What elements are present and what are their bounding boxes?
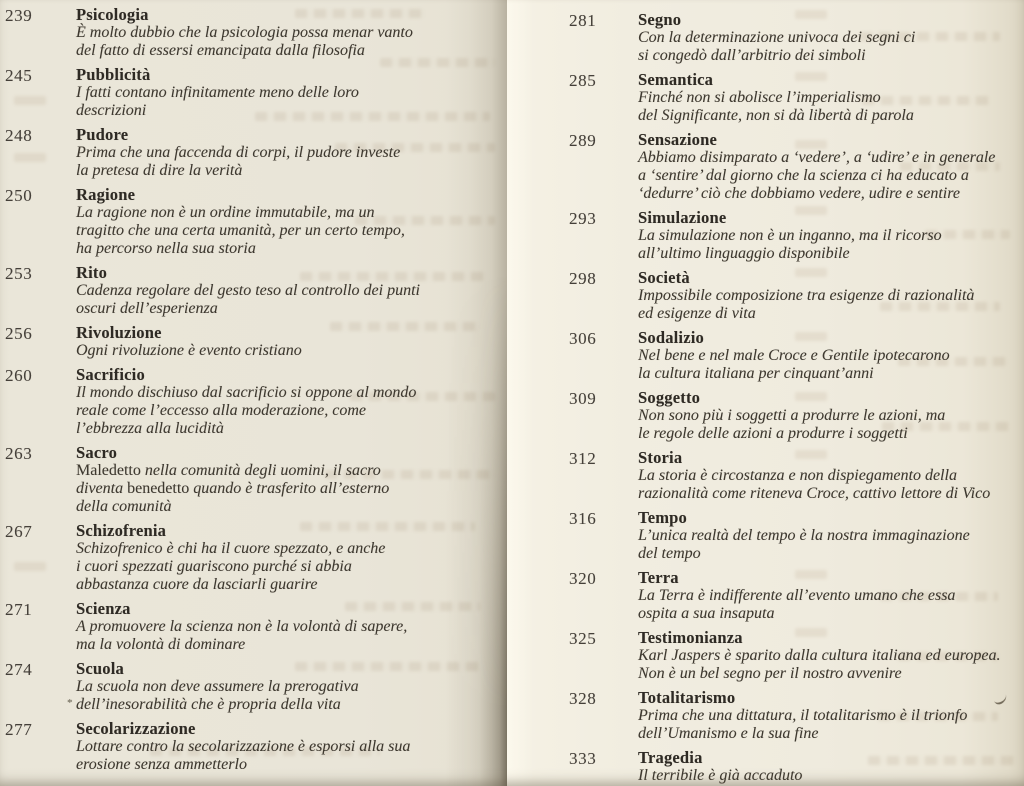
description-segment: Finché non si abolisce l’imperialismo	[638, 89, 881, 106]
description-segment: descrizioni	[76, 102, 147, 119]
entry-body	[638, 449, 1024, 503]
entry-description-line	[76, 576, 507, 594]
entry-description-line	[638, 347, 1024, 365]
entry-page-number: 333	[569, 749, 597, 768]
entry-body	[638, 629, 1024, 683]
entry-description-line	[76, 342, 507, 360]
toc-entry	[5, 126, 507, 180]
entry-term: Simulazione	[638, 208, 727, 227]
left-page	[0, 0, 507, 786]
entry-term: Schizofrenia	[76, 521, 167, 540]
description-segment: Non è un bel segno per il nostro avvenire	[638, 665, 902, 682]
description-segment: quando è trasferito all’esterno	[193, 480, 390, 497]
toc-entry	[5, 444, 507, 516]
entry-description-line	[638, 767, 1024, 785]
description-segment: dell’Umanismo e la sua fine	[638, 725, 819, 742]
description-segment: ma la volontà di dominare	[76, 636, 246, 653]
entry-description-line	[76, 402, 507, 420]
entry-description-line	[638, 305, 1024, 323]
entry-term: Società	[638, 268, 690, 287]
entry-page-number: 260	[5, 366, 33, 385]
toc-entry	[5, 522, 507, 594]
entry-description-line	[638, 665, 1024, 683]
entry-description-line	[76, 204, 507, 222]
description-segment: nella comunità degli uomini, il sacro	[144, 462, 381, 479]
entry-description-line	[76, 678, 507, 696]
entry-description-line	[638, 185, 1024, 203]
description-segment: del Significante, non si dà libertà di parola	[638, 107, 914, 124]
entry-body	[638, 389, 1024, 443]
toc-entry	[5, 600, 507, 654]
description-segment: Il mondo dischiuso dal sacrificio si oppone al mondo	[76, 384, 417, 401]
entry-page-number: 256	[5, 324, 33, 343]
description-segment: erosione senza ammetterlo	[76, 756, 247, 773]
entry-term: Storia	[638, 448, 683, 467]
description-segment: Prima che una faccenda di corpi, il pudore investe	[76, 144, 401, 161]
entry-page-number: 248	[5, 126, 33, 145]
description-segment: Abbiamo disimparato a ‘vedere’, a ‘udire’ e in generale	[638, 149, 996, 166]
description-segment: della comunità	[76, 498, 172, 515]
description-segment: la pretesa di dire la verità	[76, 162, 243, 179]
entry-page-number: 293	[569, 209, 597, 228]
entry-term: Pubblicità	[76, 65, 151, 84]
entry-term: Tempo	[638, 508, 687, 527]
description-segment: La ragione non è un ordine immutabile, ma un	[76, 204, 375, 221]
entry-description-line	[76, 738, 507, 756]
entry-description-line	[638, 287, 1024, 305]
entry-page-number: 309	[569, 389, 597, 408]
entry-description-line	[638, 365, 1024, 383]
entry-term: Pudore	[76, 125, 129, 144]
entry-page-number: 253	[5, 264, 33, 283]
entry-description-line	[76, 144, 507, 162]
entry-page-number: 285	[569, 71, 597, 90]
entry-page-number: 328	[569, 689, 597, 708]
entry-term: Secolarizzazione	[76, 719, 196, 738]
entry-body	[76, 324, 507, 360]
toc-entry	[5, 660, 507, 714]
entry-description-line	[76, 84, 507, 102]
entry-body	[638, 509, 1024, 563]
entry-description-line	[76, 42, 507, 60]
entry-page-number: 271	[5, 600, 33, 619]
description-segment: A promuovere la scienza non è la volontà di sapere,	[76, 618, 408, 635]
description-segment: le regole delle azioni a produrre i soggetti	[638, 425, 908, 442]
entry-body	[76, 522, 507, 594]
entry-page-number: 289	[569, 131, 597, 150]
entry-body	[76, 720, 507, 774]
description-segment: La scuola non deve assumere la prerogativa	[76, 678, 359, 695]
entry-description-line	[76, 222, 507, 240]
entry-body	[76, 66, 507, 120]
description-segment: si congedò dall’arbitrio dei simboli	[638, 47, 866, 64]
toc-entry	[569, 329, 1024, 383]
entry-page-number: 316	[569, 509, 597, 528]
entry-term: Ragione	[76, 185, 136, 204]
entry-description-line	[76, 540, 507, 558]
entry-body	[638, 569, 1024, 623]
entry-page-number: 250	[5, 186, 33, 205]
entry-description-line	[67, 696, 507, 714]
description-segment: benedetto	[127, 480, 194, 497]
entry-description-line	[638, 149, 1024, 167]
entry-description-line	[638, 89, 1024, 107]
entry-term: Scuola	[76, 659, 124, 678]
entry-description-line	[638, 407, 1024, 425]
entry-term: Totalitarismo	[638, 688, 736, 707]
entry-description-line	[638, 467, 1024, 485]
toc-entry	[5, 324, 507, 360]
entry-description-line	[638, 707, 1024, 725]
entry-body	[638, 71, 1024, 125]
entry-page-number: 298	[569, 269, 597, 288]
description-segment: diventa	[76, 480, 128, 497]
entry-body	[76, 6, 507, 60]
entry-term: Soggetto	[638, 388, 701, 407]
entry-description-line	[638, 725, 1024, 743]
description-segment: Schizofrenico è chi ha il cuore spezzato, e anche	[76, 540, 386, 557]
entry-description-line	[638, 245, 1024, 263]
toc-entry	[569, 509, 1024, 563]
description-segment: L’unica realtà del tempo è la nostra immaginazione	[638, 527, 970, 544]
entry-body	[76, 444, 507, 516]
margin-asterisk-mark: *	[67, 697, 73, 709]
toc-entry	[569, 689, 1024, 743]
toc-entry	[5, 186, 507, 258]
description-segment: ha percorso nella sua storia	[76, 240, 256, 257]
entry-description-line	[638, 47, 1024, 65]
toc-entries-left	[0, 0, 507, 774]
description-segment: Non sono più i soggetti a produrre le azioni, ma	[638, 407, 946, 424]
entry-description-line	[76, 498, 507, 516]
description-segment: la cultura italiana per cinquant’anni	[638, 365, 874, 382]
description-segment: È molto dubbio che la psicologia possa menar vanto	[76, 24, 413, 41]
description-segment: Nel bene e nel male Croce e Gentile ipotecarono	[638, 347, 950, 364]
entry-term: Sodalizio	[638, 328, 704, 347]
description-segment: del tempo	[638, 545, 701, 562]
entry-page-number: 267	[5, 522, 33, 541]
entry-body	[76, 366, 507, 438]
right-page	[507, 0, 1024, 786]
entry-term: Segno	[638, 10, 682, 29]
toc-entry	[569, 629, 1024, 683]
entry-body	[67, 659, 507, 714]
entry-description-line	[638, 605, 1024, 623]
description-segment: i cuori spezzati guariscono purché si abbia	[76, 558, 352, 575]
entry-description-line	[76, 282, 507, 300]
description-segment: Maledetto	[76, 462, 145, 479]
description-segment: La storia è circostanza e non dispiegamento della	[638, 467, 957, 484]
toc-entry	[569, 209, 1024, 263]
entry-description-line	[638, 587, 1024, 605]
entry-body	[638, 749, 1024, 785]
toc-entry	[5, 720, 507, 774]
entry-page-number: 325	[569, 629, 597, 648]
entry-page-number: 245	[5, 66, 33, 85]
entry-term: Tragedia	[638, 748, 703, 767]
entry-page-number: 263	[5, 444, 33, 463]
description-segment: reale come l’eccesso alla moderazione, come	[76, 402, 366, 419]
entry-term: Rivoluzione	[76, 323, 162, 342]
description-segment: del fatto di essersi emancipata dalla filosofia	[76, 42, 365, 59]
description-segment: abbastanza cuore da lasciarli guarire	[76, 576, 318, 593]
entry-term: Sensazione	[638, 130, 718, 149]
entry-description-line	[76, 420, 507, 438]
entry-description-line	[76, 240, 507, 258]
entry-page-number: 281	[569, 11, 597, 30]
entry-page-number: 312	[569, 449, 597, 468]
entry-term: Sacro	[76, 443, 118, 462]
toc-entry	[569, 11, 1024, 65]
entry-description-line	[638, 527, 1024, 545]
toc-entry	[569, 389, 1024, 443]
description-segment: I fatti contano infinitamente meno delle loro	[76, 84, 359, 101]
description-segment: Con la determinazione univoca dei segni ci	[638, 29, 916, 46]
toc-entries-right	[507, 0, 1024, 785]
description-segment: Ogni rivoluzione è evento cristiano	[76, 342, 302, 359]
description-segment: Il terribile è già accaduto	[638, 767, 803, 784]
entry-description-line	[76, 756, 507, 774]
entry-term: Semantica	[638, 70, 714, 89]
toc-entry	[569, 569, 1024, 623]
description-segment: a ‘sentire’ dal giorno che la scienza ci ha educato a	[638, 167, 969, 184]
entry-description-line	[638, 227, 1024, 245]
description-segment: ed esigenze di vita	[638, 305, 756, 322]
entry-body	[638, 11, 1024, 65]
entry-description-line	[76, 636, 507, 654]
entry-term: Testimonianza	[638, 628, 743, 647]
entry-description-line	[638, 167, 1024, 185]
toc-entry	[569, 269, 1024, 323]
description-segment: ospita a sua insaputa	[638, 605, 775, 622]
entry-body	[638, 269, 1024, 323]
toc-entry	[5, 66, 507, 120]
description-segment: ‘dedurre’ ciò che dobbiamo vedere, udire e sentire	[638, 185, 960, 202]
description-segment: Lottare contro la secolarizzazione è esporsi alla sua	[76, 738, 411, 755]
entry-page-number: 277	[5, 720, 33, 739]
description-segment: razionalità come riteneva Croce, cattivo lettore di Vico	[638, 485, 991, 502]
toc-entry	[5, 264, 507, 318]
entry-term: Terra	[638, 568, 679, 587]
entry-description-line	[76, 480, 507, 498]
entry-body	[76, 126, 507, 180]
entry-body	[638, 209, 1024, 263]
entry-description-line	[76, 462, 507, 480]
description-segment: Karl Jaspers è sparito dalla cultura italiana ed europea.	[638, 647, 1001, 664]
entry-description-line	[76, 384, 507, 402]
description-segment: all’ultimo linguaggio disponibile	[638, 245, 850, 262]
toc-entry	[5, 6, 507, 60]
entry-description-line	[76, 618, 507, 636]
description-segment: Prima che una dittatura, il totalitarismo è il trionfo	[638, 707, 968, 724]
entry-page-number: 320	[569, 569, 597, 588]
entry-term: Scienza	[76, 599, 131, 618]
entry-body	[76, 186, 507, 258]
description-segment: La Terra è indifferente all’evento umano che essa	[638, 587, 956, 604]
entry-term: Rito	[76, 263, 108, 282]
entry-term: Sacrificio	[76, 365, 145, 384]
entry-page-number: 239	[5, 6, 33, 25]
entry-description-line	[76, 558, 507, 576]
entry-body	[638, 131, 1024, 203]
entry-description-line	[76, 24, 507, 42]
entry-description-line	[76, 300, 507, 318]
entry-description-line	[638, 29, 1024, 47]
toc-entry	[5, 366, 507, 438]
entry-description-line	[638, 545, 1024, 563]
entry-page-number: 274	[5, 660, 33, 679]
description-segment: Impossibile composizione tra esigenze di razionalità	[638, 287, 975, 304]
entry-description-line	[76, 102, 507, 120]
description-segment: l’ebbrezza alla lucidità	[76, 420, 224, 437]
description-segment: tragitto che una certa umanità, per un certo tempo,	[76, 222, 405, 239]
entry-body	[638, 329, 1024, 383]
entry-body	[638, 689, 1024, 743]
entry-description-line	[76, 162, 507, 180]
description-segment: oscuri dell’esperienza	[76, 300, 218, 317]
entry-term: Psicologia	[76, 5, 149, 24]
entry-description-line	[638, 647, 1024, 665]
description-segment: Cadenza regolare del gesto teso al controllo dei punti	[76, 282, 420, 299]
entry-description-line	[638, 485, 1024, 503]
entry-page-number: 306	[569, 329, 597, 348]
entry-body	[76, 264, 507, 318]
toc-entry	[569, 131, 1024, 203]
description-segment: La simulazione non è un inganno, ma il ricorso	[638, 227, 942, 244]
entry-description-line	[638, 107, 1024, 125]
entry-description-line	[638, 425, 1024, 443]
toc-entry	[569, 749, 1024, 785]
entry-body	[76, 600, 507, 654]
toc-entry	[569, 449, 1024, 503]
toc-entry	[569, 71, 1024, 125]
description-segment: dell’inesorabilità che è propria della vita	[76, 696, 341, 713]
